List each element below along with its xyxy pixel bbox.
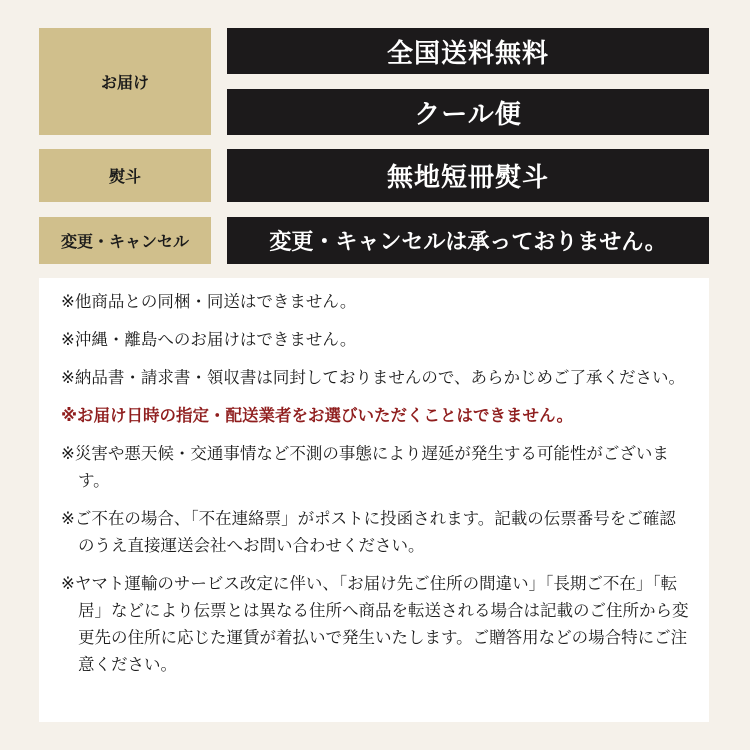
change-cancel-label: 変更・キャンセル (39, 217, 211, 264)
note-yamato-forwarding: ※ヤマト運輸のサービス改定に伴い、「お届け先ご住所の間違い」「長期ご不在」「転居」などにより伝票とは異なる住所へ商品を転送される場合は記載のご住所から変更先の住所に応じた運賃が着払いで発生いたします。ご贈答用などの場合特にご注意ください。 (61, 574, 689, 674)
note-delay-possible: ※災害や悪天候・交通事情など不測の事態により遅延が発生する可能性がございます。 (61, 444, 669, 490)
noshi-label: 熨斗 (39, 149, 211, 202)
noshi-value: 無地短冊熨斗 (227, 149, 709, 202)
delivery-value-free-shipping: 全国送料無料 (227, 28, 709, 74)
note-no-bundling: ※他商品との同梱・同送はできません。 (61, 292, 357, 311)
note-no-invoice: ※納品書・請求書・領収書は同封しておりませんので、あらかじめご了承ください。 (61, 368, 685, 387)
note-absence: ※ご不在の場合、「不在連絡票」がポストに投函されます。記載の伝票番号をご確認のうえ直接運送会社へお問い合わせください。 (61, 509, 676, 555)
note-no-delivery-time: ※お届け日時の指定・配送業者をお選びいただくことはできません。 (61, 406, 574, 425)
delivery-value-cool: クール便 (227, 89, 709, 135)
delivery-label: お届け (39, 28, 211, 135)
notes-panel (39, 278, 709, 722)
note-no-remote-islands: ※沖縄・離島へのお届けはできません。 (61, 330, 357, 349)
change-cancel-value: 変更・キャンセルは承っておりません。 (227, 217, 709, 264)
